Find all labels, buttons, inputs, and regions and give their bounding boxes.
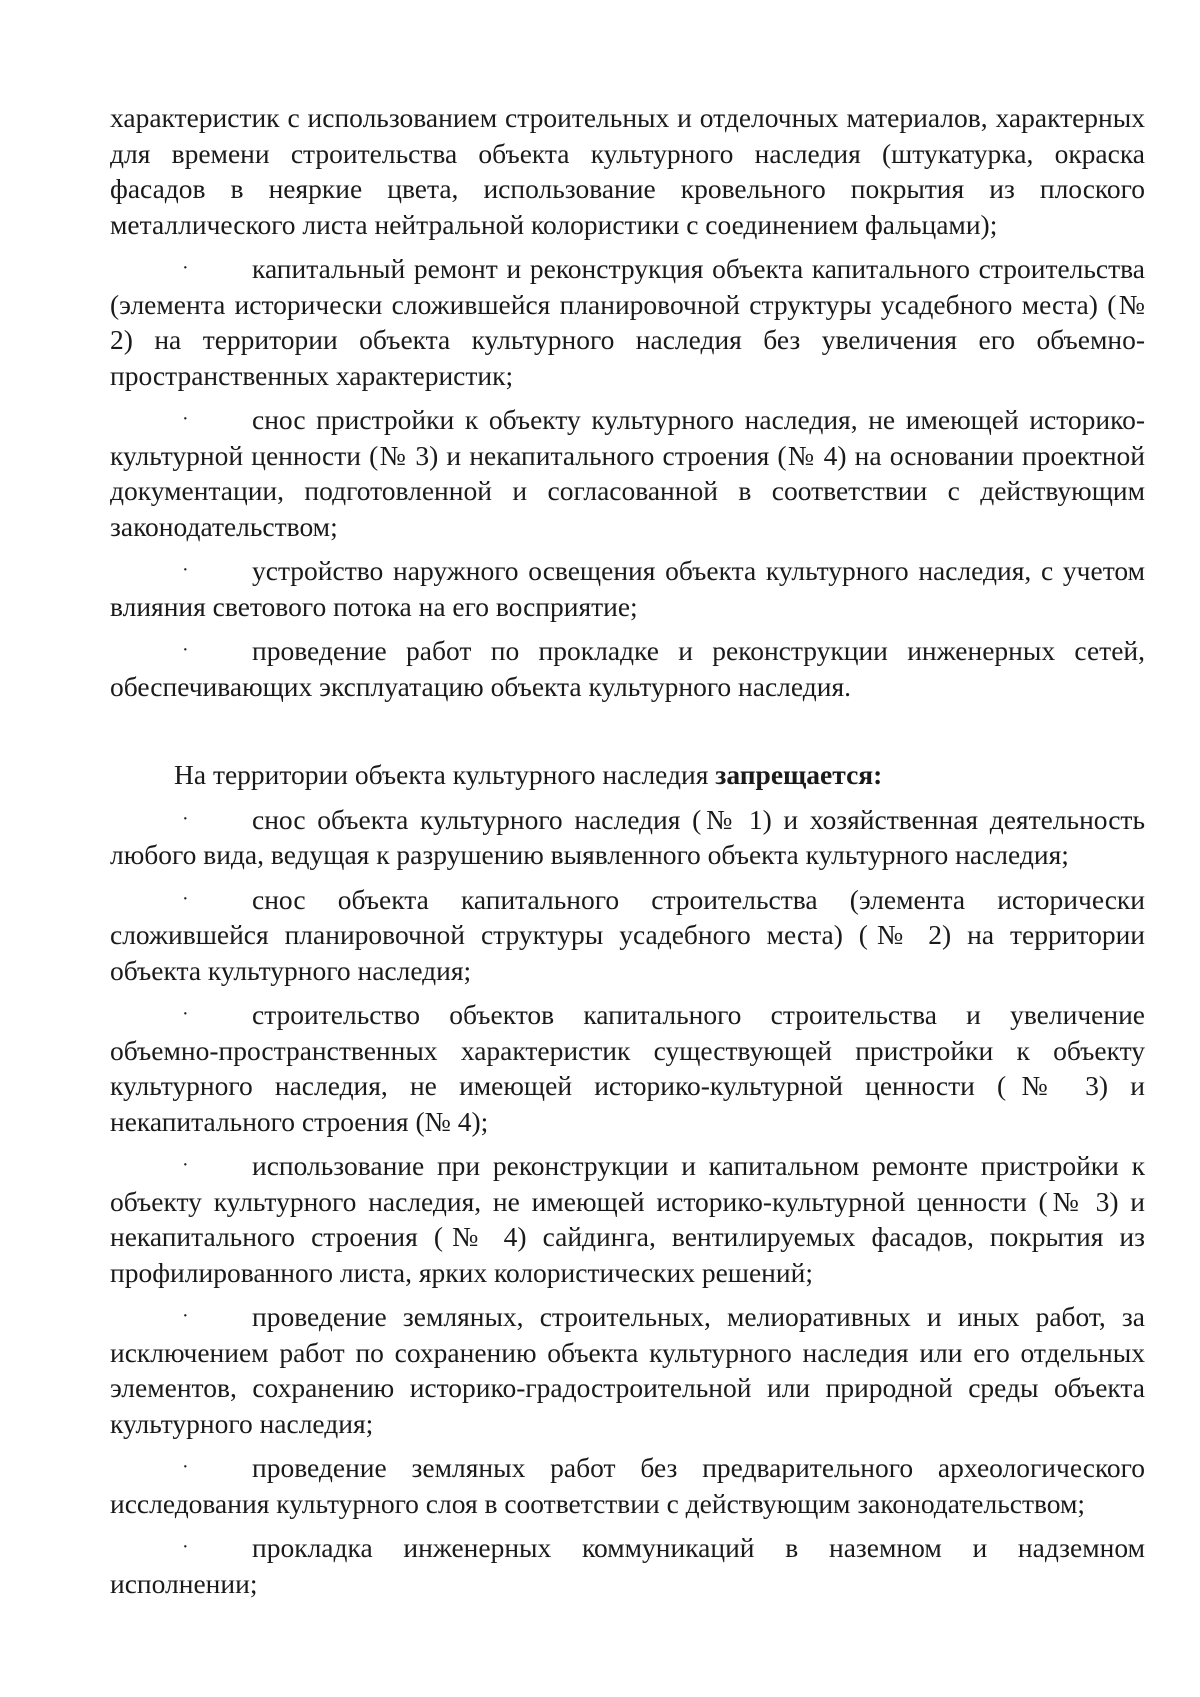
prohibited-list — [110, 802, 1145, 1602]
list-item — [110, 802, 1145, 873]
prohibited-heading-text: На территории объекта культурного наследия — [174, 759, 716, 790]
list-item — [110, 997, 1145, 1139]
bullet-icon: · — [182, 559, 189, 581]
list-item-text: строительство объектов капитального строительства и увеличение объемно-пространственных характеристик существующей пристройки к объекту культурного наследия, не имеющей историко-культурной ценности (№ 3) и некапитального строения (№ 4); — [110, 999, 1145, 1137]
prohibited-heading — [110, 757, 1145, 793]
bullet-icon: · — [182, 408, 189, 430]
list-item — [110, 1148, 1145, 1290]
list-item-text: использование при реконструкции и капитальном ремонте пристройки к объекту культурного наследия, не имеющей историко-культурной ценности (№ 3) и некапитального строения (№ 4) сайдинга, вентилируемых фасадов, покрытия из профилированного листа, ярких колористических решений; — [110, 1150, 1145, 1288]
bullet-icon: · — [182, 887, 189, 910]
list-item-text: снос пристройки к объекту культурного наследия, не имеющей историко-культурной ценности (№ 3) и некапитального строения (№ 4) на основании проектной документации, подготовленной и согласованной в соответствии с действующим законодательством; — [110, 404, 1145, 542]
list-item-text: проведение земляных работ без предварительного археологического исследования культурного слоя в соответствии с действующим законодательством; — [110, 1452, 1145, 1519]
list-item — [110, 633, 1145, 704]
bullet-icon: · — [182, 639, 189, 661]
section-spacer — [110, 713, 1145, 757]
list-item — [110, 1450, 1145, 1521]
list-item — [110, 1299, 1145, 1441]
list-item-text: устройство наружного освещения объекта культурного наследия, с учетом влияния светового потока на его восприятие; — [110, 555, 1145, 622]
bullet-icon: · — [182, 1003, 189, 1025]
list-item-text: капитальный ремонт и реконструкция объекта капитального строительства (элемента исторически сложившейся планировочной структуры усадебного места) (№ 2) на территории объекта культурного наследия без увеличения его объемно-пространственных характеристик; — [110, 253, 1145, 391]
bullet-icon: · — [182, 1154, 189, 1176]
bullet-icon: · — [182, 807, 189, 830]
document-page — [110, 100, 1145, 1610]
list-item-text: снос объекта культурного наследия (№ 1) и хозяйственная деятельность любого вида, ведущая к разрушению выявленного объекта культурного наследия; — [110, 803, 1145, 870]
allowed-list — [110, 251, 1145, 704]
bullet-icon: · — [182, 1456, 189, 1478]
list-item-text: проведение работ по прокладке и реконструкции инженерных сетей, обеспечивающих эксплуатацию объекта культурного наследия. — [110, 635, 1145, 702]
list-item-text: проведение земляных, строительных, мелиоративных и иных работ, за исключением работ по сохранению объекта культурного наследия или его отдельных элементов, сохранению историко-градостроительной или природной среды объекта культурного наследия; — [110, 1301, 1145, 1439]
list-item — [110, 882, 1145, 989]
list-item-text: снос объекта капитального строительства (элемента исторически сложившейся планировочной структуры усадебного места) (№ 2) на территории объекта культурного наследия; — [110, 883, 1145, 986]
list-item — [110, 553, 1145, 624]
continuation-paragraph: характеристик с использованием строительных и отделочных материалов, характерных для времени строительства объекта культурного наследия (штукатурка, окраска фасадов в неяркие цвета, использование кровельного покрытия из плоского металлического листа нейтральной колористики с соединением фальцами); — [110, 102, 1145, 240]
list-item — [110, 402, 1145, 544]
bullet-icon: · — [182, 257, 189, 279]
bullet-icon: · — [182, 1305, 189, 1327]
list-item-text: прокладка инженерных коммуникаций в наземном и надземном исполнении; — [110, 1532, 1145, 1599]
list-item — [110, 1530, 1145, 1601]
bullet-icon: · — [182, 1536, 189, 1558]
prohibited-heading-emphasis: запрещается: — [715, 759, 883, 790]
list-item — [110, 251, 1145, 393]
